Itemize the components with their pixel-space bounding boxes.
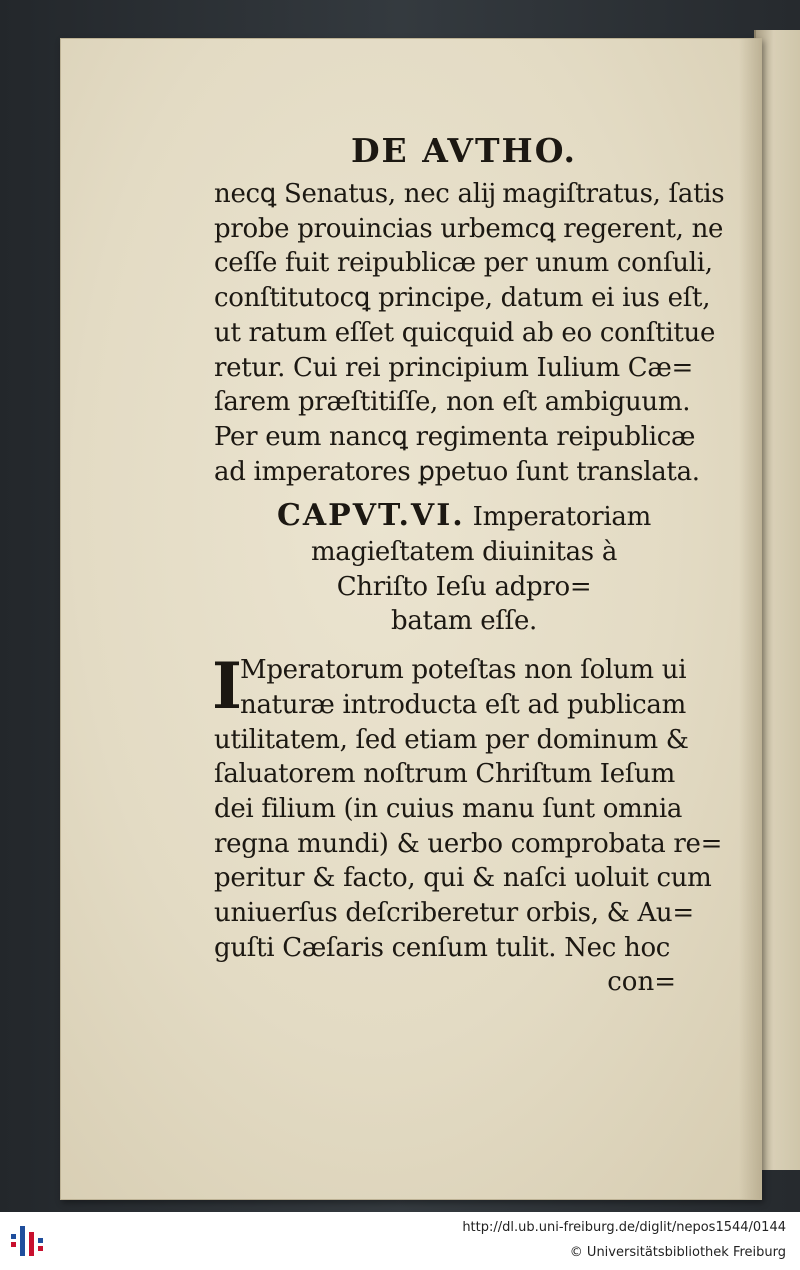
text-line: Mperatorum poteſtas non ſolum ui [240,655,687,686]
text-line: peritur & facto, qui & naſci uoluit cum [214,863,712,894]
running-head: DE AVTHO. [350,131,578,170]
chapter-first-line [214,499,714,535]
text-line: ad imperatores ꝑpetuo ſunt translata. [214,456,700,487]
text-line: Per eum nancꝗ regimenta reipublicæ [214,421,696,452]
catchword: con= [607,967,676,998]
text-line: probe prouincias urbemcꝗ regerent, ne [214,213,724,244]
text-line: necꝗ Senatus, nec alĳ magiſtratus, ſatis [214,179,725,209]
text-block [212,129,725,999]
text-line: guſti Cæſaris cenſum tulit. Nec hoc [214,932,671,963]
text-line: dei filium (in cuius manu ſunt omnia [214,793,683,824]
text-line: retur. Cui rei principium Iulium Cæ= [214,352,693,383]
book-page [60,38,762,1200]
footer-bar [0,1212,800,1270]
permalink-link[interactable]: http://dl.ub.uni-freiburg.de/diglit/nepos1544/0144 [462,1220,786,1235]
text-line: regna mundi) & uerbo comprobata re= [214,828,723,859]
text-line: uniuerſus deſcriberetur orbis, & Au= [214,898,694,929]
text-line: ſaluatorem noſtrum Chriſtum Ieſum [214,759,675,790]
paragraph-top [214,177,725,489]
paragraph-body [212,649,723,999]
chapter-line: Chriſto Ieſu adpro= [336,571,592,602]
page-shadow [739,39,761,1199]
drop-capital: I [212,649,242,725]
chapter-heading [214,499,714,639]
chapter-line: batam eſſe. [391,606,537,637]
chapter-title-rest: Imperatoriam [472,502,651,533]
text-line: naturæ introducta eſt ad publicam [240,689,686,720]
text-line: ſarem præſtitiſſe, non eſt ambiguum. [214,387,691,418]
library-logo-icon [8,1220,50,1262]
text-line: utilitatem, ſed etiam per dominum & [214,724,689,755]
chapter-title: CAPVT.VI. [277,498,465,534]
chapter-line: magieſtatem diuinitas à [310,537,618,568]
text-line: conſtitutocꝗ principe, datum ei ius eſt, [214,283,711,314]
text-line: ceſſe fuit reipublicæ per unum conſuli, [214,248,713,279]
copyright-text: © Universitätsbibliothek Freiburg [569,1245,786,1260]
text-line: ut ratum eſſet quicquid ab eo conſtitue [214,317,716,348]
